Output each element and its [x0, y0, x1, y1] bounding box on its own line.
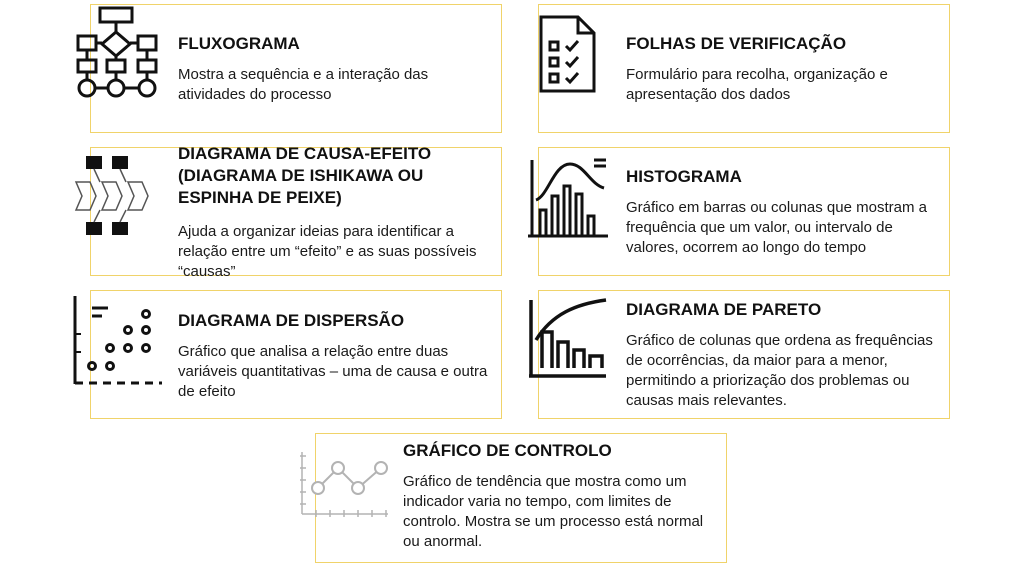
control-chart-icon [298, 450, 390, 520]
histogram-icon [528, 156, 612, 238]
card-title: DIAGRAMA DE PARETO [626, 300, 822, 319]
pareto-icon [528, 298, 610, 380]
checklist-icon [538, 14, 598, 94]
card-description: Gráfico em barras ou colunas que mostram a frequência que um valor, ou intervalo de valores, ocorrem ao longo do tempo [626, 199, 927, 256]
card-title: DIAGRAMA DE CAUSA-EFEITO (DIAGRAMA DE ISHIKAWA OU ESPINHA DE PEIXE) [178, 144, 432, 207]
card-title: FLUXOGRAMA [178, 34, 300, 53]
card-description: Mostra a sequência e a interação das atividades do processo [178, 66, 429, 103]
card-description: Ajuda a organizar ideias para identificar a relação entre um “efeito” e as suas possíveis “causas” [178, 223, 477, 280]
card-title: GRÁFICO DE CONTROLO [403, 441, 612, 460]
scatter-icon [72, 294, 164, 386]
card-description: Gráfico de tendência que mostra como um indicador varia no tempo, com limites de controlo. Mostra se um processo está normal ou anormal. [403, 473, 704, 550]
card-title: FOLHAS DE VERIFICAÇÃO [626, 34, 847, 53]
card-title: DIAGRAMA DE DISPERSÃO [178, 311, 405, 330]
card-description: Gráfico de colunas que ordena as frequências de ocorrências, da maior para a menor, permitindo a priorização dos problemas ou causas mais relevantes. [626, 332, 933, 409]
flowchart-icon [72, 6, 168, 100]
fishbone-icon [72, 154, 162, 238]
card-title: HISTOGRAMA [626, 167, 742, 186]
card-description: Formulário para recolha, organização e apresentação dos dados [626, 66, 888, 103]
card-description: Gráfico que analisa a relação entre duas variáveis quantitativas – uma de causa e outra de efeito [178, 343, 488, 400]
